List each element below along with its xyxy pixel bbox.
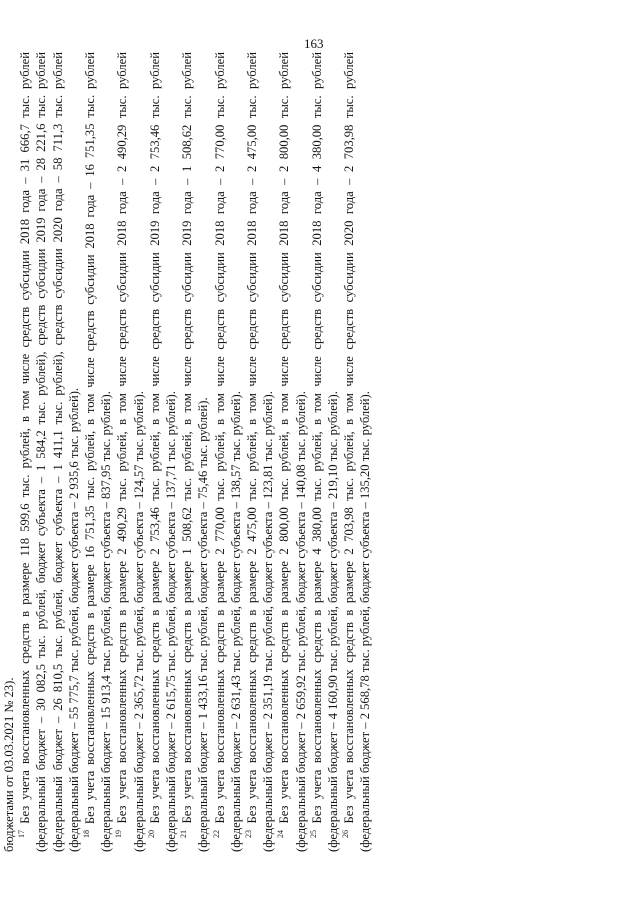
footnote-24	[276, 52, 308, 852]
footnote-23	[244, 52, 276, 852]
footnote-text: Без учета восстановленных средств в размере 2 753,46 тыс. рублей, в том числе средств субсидии 2019 года – 2 753,46 тыс. рублей (федеральный бюджет – 2 615,75 тыс. рублей, бюджет субъекта – 137,71 тыс. рублей).	[147, 52, 179, 852]
footnote-19	[114, 52, 146, 852]
footnote-mark: 19	[114, 830, 124, 838]
footnote-17	[17, 52, 82, 852]
footnote-21	[179, 52, 211, 852]
footnote-20	[147, 52, 179, 852]
footnotes-text	[0, 52, 374, 852]
footnote-mark: 25	[308, 830, 318, 838]
footnote-mark: 18	[81, 830, 91, 838]
footnote-mark: 17	[17, 830, 27, 838]
footnote-mark: 21	[179, 830, 189, 838]
footnote-text: Без учета восстановленных средств в размере 4 380,00 тыс. рублей, в том числе средств субсидии 2018 года – 4 380,00 тыс. рублей (федеральный бюджет – 4 160,90 тыс. рублей, бюджет субъекта – 219,10 тыс. рублей).	[309, 52, 341, 852]
footnote-18	[82, 52, 114, 852]
footnote-text: Без учета восстановленных средств в размере 2 490,29 тыс. рублей, в том числе средств субсидии 2018 года – 2 490,29 тыс. рублей (федеральный бюджет – 2 365,72 тыс. рублей, бюджет субъекта – 124,57 тыс. рублей).	[115, 52, 146, 852]
footnote-26	[341, 52, 373, 852]
footnote-text: бюджетами от 03.03.2021 № 23).	[2, 677, 17, 852]
footnote-text: Без учета восстановленных средств в размере 16 751,35 тыс. рублей, в том числе средств субсидии 2018 года – 16 751,35 тыс. рублей (федеральный бюджет – 15 913,4 тыс. рублей, бюджет субъекта – 837,95 тыс. рублей).	[83, 52, 114, 852]
footnote-text: Без учета восстановленных средств в размере 2 770,00 тыс. рублей, в том числе средств субсидии 2018 года – 2 770,00 тыс. рублей (федеральный бюджет – 2 631,43 тыс. рублей, бюджет субъекта – 138,57 тыс. рублей).	[212, 52, 243, 852]
page-number: 163	[304, 36, 324, 51]
rotated-footnotes-block	[0, 52, 400, 852]
footnote-25	[309, 52, 341, 852]
footnote-mark: 22	[211, 830, 221, 838]
footnote-text: Без учета восстановленных средств в размере 118 599,6 тыс. рублей, в том числе средств субсидии 2018 года – 31 666,7 тыс. рублей (федеральный бюджет – 30 082,5 тыс. рублей, бюджет субъекта – 1 584,2 тыс. рублей), средств субсидии 2019 года – 28 221,6 тыс. рублей (федеральный бюджет – 26 810,5 тыс. рублей, бюджет субъекта – 1 411,1 тыс. рублей), средств субсидии 2020 года – 58 711,3 тыс. рублей (федеральный бюджет – 55 775,7 тыс. рублей, бюджет субъекта – 2 935,6 тыс. рублей).	[18, 52, 81, 852]
footnote-22	[212, 52, 244, 852]
footnote-text: Без учета восстановленных средств в размере 2 703,98 тыс. рублей, в том числе средств субсидии 2020 года – 2 703,98 тыс. рублей (федеральный бюджет – 2 568,78 тыс. рублей, бюджет субъекта – 135,20 тыс. рублей).	[342, 52, 373, 852]
footnote-mark: 26	[341, 830, 351, 838]
footnote-mark: 24	[276, 830, 286, 838]
footnote-text: Без учета восстановленных средств в размере 1 508,62 тыс. рублей, в том числе средств субсидии 2019 года – 1 508,62 тыс. рублей (федеральный бюджет – 1 433,16 тыс. рублей, бюджет субъекта – 75,46 тыс. рублей).	[180, 52, 211, 852]
footnote-16	[0, 52, 17, 852]
footnote-mark: 20	[146, 830, 156, 838]
footnote-text: Без учета восстановленных средств в размере 2 475,00 тыс. рублей, в том числе средств субсидии 2018 года – 2 475,00 тыс. рублей (федеральный бюджет – 2 351,19 тыс. рублей, бюджет субъекта – 123,81 тыс. рублей).	[245, 52, 276, 852]
footnote-text: Без учета восстановленных средств в размере 2 800,00 тыс. рублей, в том числе средств субсидии 2018 года – 2 800,00 тыс. рублей (федеральный бюджет – 2 659,92 тыс. рублей, бюджет субъекта – 140,08 тыс. рублей).	[277, 52, 308, 852]
footnote-mark: 23	[243, 830, 253, 838]
